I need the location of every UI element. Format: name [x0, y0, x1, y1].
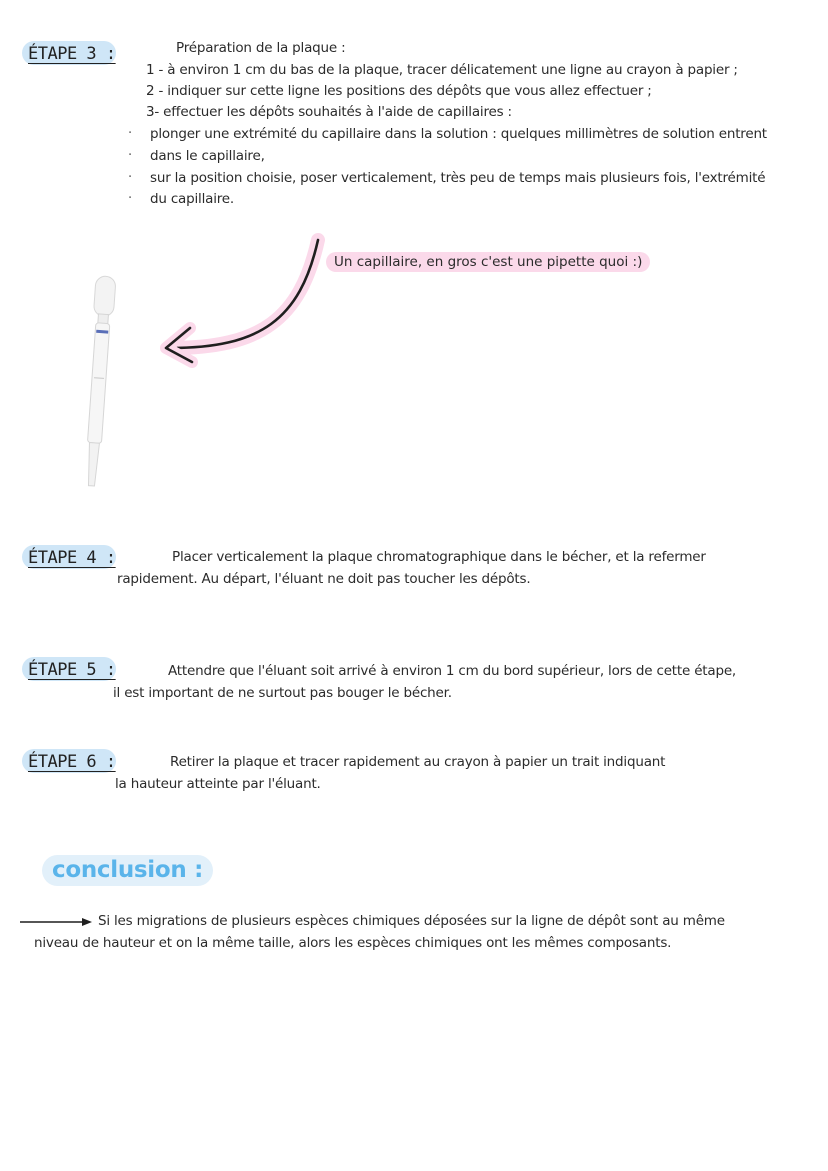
step5-title: ÉTAPE 5 : — [28, 660, 116, 680]
bullet-dot: · — [128, 148, 133, 163]
bullet-dot: · — [128, 126, 133, 141]
capillary-note: Un capillaire, en gros c'est une pipette quoi :) — [326, 252, 650, 272]
step3-item-2: 2 - indiquer sur cette ligne les positions des dépôts que vous allez effectuer ; — [146, 83, 652, 99]
bullet-dot: · — [128, 170, 133, 185]
bullet-dot: · — [128, 191, 133, 206]
step4-line-2: rapidement. Au départ, l'éluant ne doit pas toucher les dépôts. — [117, 571, 531, 587]
conclusion-line-1: Si les migrations de plusieurs espèces chimiques déposées sur la ligne de dépôt sont au même — [98, 913, 725, 929]
step3-heading: Préparation de la plaque : — [176, 40, 346, 56]
step4-line-1: Placer verticalement la plaque chromatographique dans le bécher, et la refermer — [172, 549, 706, 565]
conclusion-line-2: niveau de hauteur et on la même taille, alors les espèces chimiques ont les mêmes composants. — [34, 935, 672, 951]
step3-bullet-2: dans le capillaire, — [150, 148, 265, 164]
curved-arrow-icon — [150, 230, 340, 380]
step4-title: ÉTAPE 4 : — [28, 548, 116, 568]
pipette-icon — [68, 268, 128, 496]
right-arrow-icon — [20, 915, 94, 929]
step3-item-1: 1 - à environ 1 cm du bas de la plaque, tracer délicatement une ligne au crayon à papier ; — [146, 62, 738, 78]
step6-line-2: la hauteur atteinte par l'éluant. — [115, 776, 321, 792]
step3-bullet-3: sur la position choisie, poser verticalement, très peu de temps mais plusieurs fois, l'extrémité — [150, 170, 766, 186]
step3-bullet-4: du capillaire. — [150, 191, 235, 207]
step6-title: ÉTAPE 6 : — [28, 752, 116, 772]
step5-line-1: Attendre que l'éluant soit arrivé à environ 1 cm du bord supérieur, lors de cette étape, — [168, 663, 737, 679]
conclusion-title: conclusion : — [42, 855, 213, 886]
step3-item-3: 3- effectuer les dépôts souhaités à l'aide de capillaires : — [146, 104, 512, 120]
step5-line-2: il est important de ne surtout pas bouger le bécher. — [113, 685, 452, 701]
step3-title: ÉTAPE 3 : — [28, 44, 116, 64]
step6-line-1: Retirer la plaque et tracer rapidement au crayon à papier un trait indiquant — [170, 754, 666, 770]
step3-bullet-1: plonger une extrémité du capillaire dans la solution : quelques millimètres de solution entrent — [150, 126, 767, 142]
